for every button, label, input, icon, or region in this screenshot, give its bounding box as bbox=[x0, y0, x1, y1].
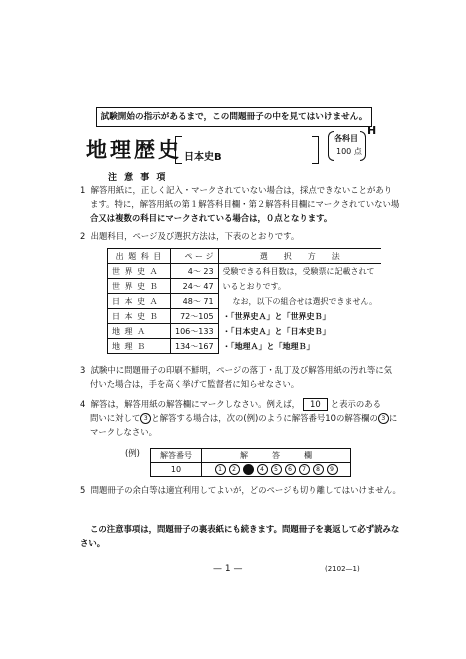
note-4-line-2 bbox=[90, 411, 397, 425]
row-subject: 地 理 Ｂ bbox=[108, 339, 171, 354]
note-3-line-2: 付いた場合は，手を高く挙げて監督者に知らせなさい。 bbox=[90, 379, 300, 389]
row-subject: 世 界 史 Ａ bbox=[108, 264, 171, 279]
answer-bubble bbox=[243, 464, 254, 475]
circled-answer-2: 3 bbox=[378, 413, 389, 424]
booklet-mark: H bbox=[367, 124, 377, 137]
note-1-line-3: 合又は複数の科目にマークされている場合は，０点となります。 bbox=[90, 213, 333, 223]
example-header-col: 解 答 欄 bbox=[202, 449, 351, 463]
answer-bubble: 9 bbox=[327, 464, 338, 475]
answer-bubble: 7 bbox=[299, 464, 310, 475]
closing-line-2: さい。 bbox=[80, 538, 106, 548]
row-pages: 24～ 47 bbox=[171, 279, 219, 294]
answer-bubbles bbox=[206, 464, 346, 475]
note-1-line-1 bbox=[80, 183, 392, 197]
row-subject: 世 界 史 Ｂ bbox=[108, 279, 171, 294]
table-row bbox=[108, 294, 382, 309]
points-line2: 100 点 bbox=[336, 147, 362, 156]
table-row bbox=[108, 264, 382, 279]
note-5-text: 問題冊子の余白等は適宜利用してよいが，どのページも切り離してはいけません。 bbox=[90, 485, 401, 495]
note-3-num: 3 bbox=[80, 365, 86, 375]
note-2 bbox=[80, 229, 299, 243]
note-4-text-2c: に bbox=[388, 413, 398, 423]
note-1-num: 1 bbox=[80, 185, 86, 195]
example-answer-row bbox=[151, 463, 351, 477]
row-method: ・「世界史Ａ」と「世界史Ｂ」 bbox=[222, 311, 331, 321]
note-4-text-2b: と解答する場合は，次の(例)のように解答番号10の解答欄の bbox=[151, 413, 378, 423]
note-4-text-1b: と表示のある bbox=[330, 399, 381, 409]
example-answer-table bbox=[150, 448, 351, 477]
row-method: いるとおりです。 bbox=[222, 281, 286, 291]
header-page: ペ ー ジ bbox=[171, 249, 219, 264]
page-number: — 1 — bbox=[213, 564, 243, 574]
header-subject: 出 題 科 目 bbox=[108, 249, 171, 264]
note-3-text-1: 試験中に問題冊子の印刷不鮮明，ページの落丁・乱丁及び解答用紙の汚れ等に気 bbox=[90, 365, 393, 375]
note-4-text-1a: 解答は，解答用紙の解答欄にマークしなさい。例えば， bbox=[90, 399, 301, 409]
answer-bubble: 8 bbox=[313, 464, 324, 475]
selection-table bbox=[107, 248, 381, 354]
subject-bracket-left bbox=[175, 136, 182, 164]
notes-heading: 注 意 事 項 bbox=[108, 173, 168, 183]
row-method: ・「日本史Ａ」と「日本史Ｂ」 bbox=[222, 326, 331, 336]
note-4-text-2a: 問いに対して bbox=[90, 413, 141, 423]
row-pages: 4～ 23 bbox=[171, 264, 219, 279]
note-4-line-3: マークしなさい。 bbox=[90, 427, 157, 437]
row-pages: 106～133 bbox=[171, 324, 219, 339]
circled-answer: 3 bbox=[140, 413, 151, 424]
page-title: 地理歴史 bbox=[86, 137, 182, 162]
row-subject: 地 理 Ａ bbox=[108, 324, 171, 339]
points-box bbox=[328, 131, 366, 161]
row-method: 受験できる科目数は，受験票に記載されて bbox=[222, 266, 375, 276]
note-1-text-1: 解答用紙に，正しく記入・マークされていない場合は，採点できないことがあり bbox=[90, 185, 393, 195]
subject-bracket-right bbox=[312, 136, 319, 164]
table-row bbox=[108, 339, 382, 354]
note-4-line-1 bbox=[80, 397, 381, 411]
note-5 bbox=[80, 483, 401, 497]
example-label: (例) bbox=[125, 448, 140, 458]
points-line1: 各科目 bbox=[334, 134, 358, 143]
table-row bbox=[108, 309, 382, 324]
row-subject: 日 本 史 Ａ bbox=[108, 294, 171, 309]
selection-table-wrap bbox=[107, 248, 381, 354]
table-row bbox=[108, 324, 382, 339]
header-method: 選 択 方 法 bbox=[218, 249, 381, 264]
exam-warning-banner: 試験開始の指示があるまで，この問題冊子の中を見てはいけません。 bbox=[96, 107, 372, 127]
example-table-wrap bbox=[150, 448, 351, 477]
row-pages: 72～105 bbox=[171, 309, 219, 324]
row-pages: 134～167 bbox=[171, 339, 219, 354]
row-subject: 日 本 史 Ｂ bbox=[108, 309, 171, 324]
note-2-num: 2 bbox=[80, 231, 86, 241]
table-header-row bbox=[108, 249, 382, 264]
row-method: なお，以下の組合せは選択できません。 bbox=[232, 296, 378, 306]
note-2-text: 出題科目，ページ及び選択方法は，下表のとおりです。 bbox=[90, 231, 300, 241]
answer-bubble: 1 bbox=[215, 464, 226, 475]
answer-number-box: 10 bbox=[303, 398, 328, 411]
note-4-num: 4 bbox=[80, 399, 86, 409]
note-3-line-1 bbox=[80, 363, 392, 377]
note-5-num: 5 bbox=[80, 485, 86, 495]
example-row-num: 10 bbox=[151, 463, 202, 477]
row-pages: 48～ 71 bbox=[171, 294, 219, 309]
example-bubbles-cell bbox=[202, 463, 351, 477]
example-header-num: 解答番号 bbox=[151, 449, 202, 463]
answer-bubble: 6 bbox=[285, 464, 296, 475]
answer-bubble: 2 bbox=[229, 464, 240, 475]
answer-bubble: 4 bbox=[257, 464, 268, 475]
answer-bubble: 5 bbox=[271, 464, 282, 475]
note-1-line-2: ます。特に，解答用紙の第１解答科目欄・第２解答科目欄にマークされていない場 bbox=[90, 199, 400, 209]
subject-name: 日本史B bbox=[184, 152, 222, 163]
row-method: ・「地理Ａ」と「地理Ｂ」 bbox=[222, 341, 315, 351]
closing-line-1: この注意事項は，問題冊子の裏表紙にも続きます。問題冊子を裏返して必ず読みな bbox=[90, 524, 400, 534]
example-header-row bbox=[151, 449, 351, 463]
table-row bbox=[108, 279, 382, 294]
booklet-code: (2102—1) bbox=[325, 565, 360, 573]
